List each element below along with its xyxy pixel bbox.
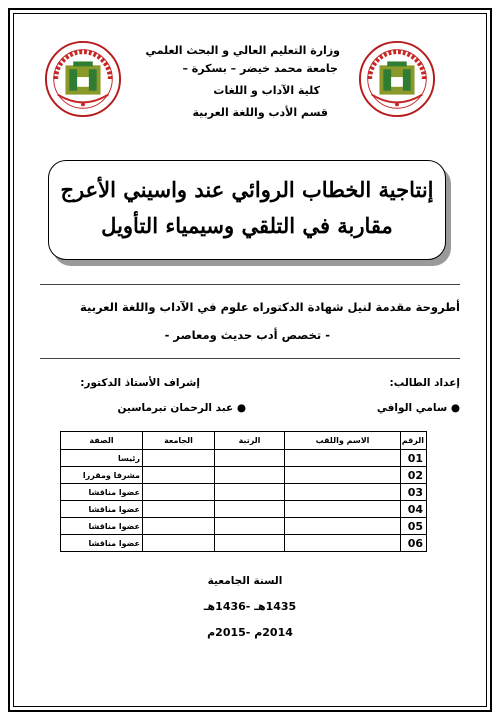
- faculty-name: كلية الآداب و اللغات: [213, 84, 320, 97]
- divider-bottom: [40, 358, 460, 359]
- divider-top: [40, 284, 460, 285]
- supervisor-name: عبد الرحمان تبرماسين: [117, 402, 234, 414]
- row-university: [143, 535, 215, 552]
- table-row: [61, 467, 427, 484]
- table-row: [61, 501, 427, 518]
- bullet-icon: ●: [450, 402, 460, 414]
- row-number: 02: [401, 467, 427, 484]
- row-name: [285, 501, 401, 518]
- row-name: [285, 518, 401, 535]
- row-rank: [215, 518, 285, 535]
- row-rank: [215, 467, 285, 484]
- row-name: [285, 450, 401, 467]
- supervisor-label: إشراف الأستاذ الدكتور:: [80, 377, 200, 389]
- header-role: الصفة: [61, 432, 143, 450]
- specialty-line: - تخصص أدب حديث ومعاصر -: [164, 328, 330, 342]
- header-number: الرقم: [401, 432, 427, 450]
- row-role: مشرفا ومقررا: [61, 467, 143, 484]
- committee-header-row: [61, 432, 427, 450]
- row-name: [285, 467, 401, 484]
- table-row: [61, 535, 427, 552]
- row-name: [285, 535, 401, 552]
- row-role: عضوا مناقشا: [61, 535, 143, 552]
- header-rank: الرتبة: [215, 432, 285, 450]
- row-number: 04: [401, 501, 427, 518]
- row-number: 06: [401, 535, 427, 552]
- logo-emblem-icon: [360, 42, 434, 116]
- thesis-title-line1: إنتاجية الخطاب الروائي عند واسيني الأعرج: [60, 177, 434, 202]
- row-name: [285, 484, 401, 501]
- table-row: [61, 518, 427, 535]
- row-university: [143, 450, 215, 467]
- bullet-icon: ●: [236, 402, 246, 414]
- thesis-title-line2: مقاربة في التلقي وسيمياء التأويل: [101, 213, 393, 238]
- university-logo-right: [358, 40, 436, 118]
- supervisor-name-item: [117, 402, 246, 414]
- row-rank: [215, 535, 285, 552]
- hijri-year: 1435هـ -1436هـ: [203, 600, 297, 613]
- academic-year-label: السنة الجامعية: [207, 575, 283, 587]
- university-name: جامعة محمد خيضر – بسكرة –: [182, 62, 338, 75]
- degree-statement: أطروحة مقدمة لنيل شهادة الدكتوراه علوم في الآداب واللغة العربية: [80, 300, 460, 314]
- header-university: الجامعة: [143, 432, 215, 450]
- row-role: رئيسا: [61, 450, 143, 467]
- row-university: [143, 484, 215, 501]
- row-number: 03: [401, 484, 427, 501]
- row-number: 05: [401, 518, 427, 535]
- row-rank: [215, 484, 285, 501]
- row-university: [143, 467, 215, 484]
- table-row: [61, 484, 427, 501]
- row-university: [143, 501, 215, 518]
- row-role: عضوا مناقشا: [61, 518, 143, 535]
- row-role: عضوا مناقشا: [61, 501, 143, 518]
- gregorian-year: 2014م -2015م: [207, 626, 293, 639]
- logo-emblem-icon: [46, 42, 120, 116]
- university-logo-left: [44, 40, 122, 118]
- thesis-title-box: [48, 160, 446, 260]
- student-label: إعداد الطالب:: [389, 377, 460, 389]
- row-rank: [215, 450, 285, 467]
- header-name: الاسم واللقب: [285, 432, 401, 450]
- student-name-item: [377, 402, 460, 414]
- department-name: قسم الأدب واللغة العربية: [192, 106, 328, 119]
- row-university: [143, 518, 215, 535]
- ministry-name: وزارة التعليم العالي و البحث العلمي: [145, 44, 340, 57]
- table-row: [61, 450, 427, 467]
- row-role: عضوا مناقشا: [61, 484, 143, 501]
- row-rank: [215, 501, 285, 518]
- committee-table: [60, 431, 427, 552]
- row-number: 01: [401, 450, 427, 467]
- student-name: سامي الوافي: [376, 402, 448, 414]
